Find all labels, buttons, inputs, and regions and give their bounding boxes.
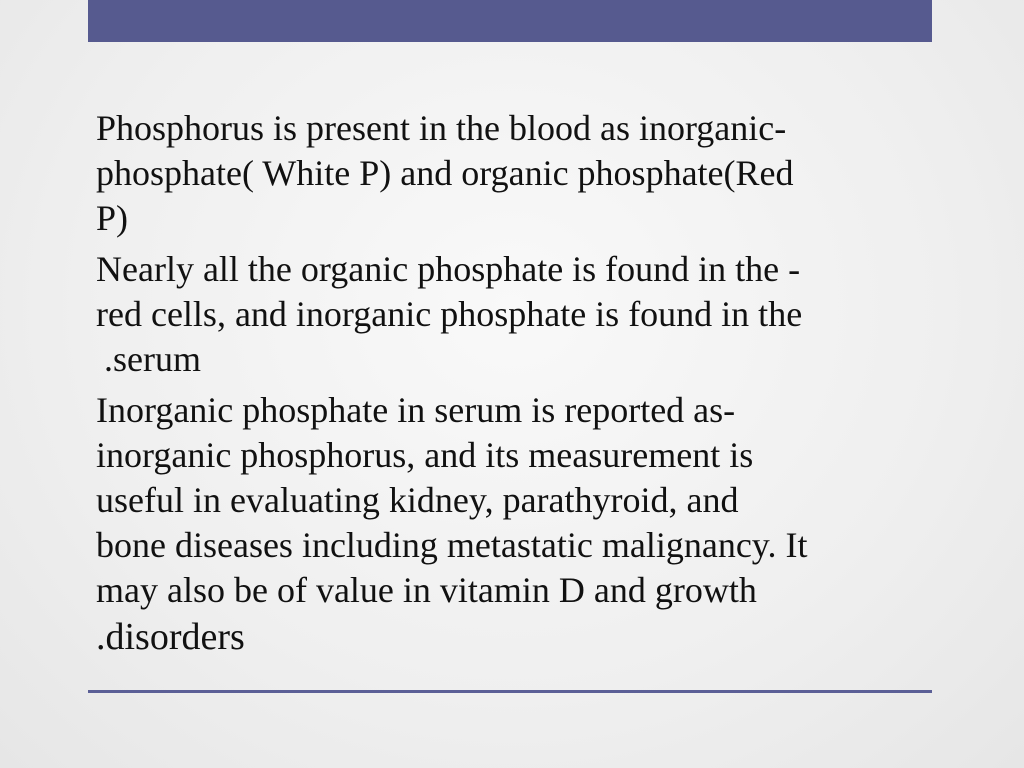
paragraph-3-line-2: inorganic phosphorus, and its measurement is xyxy=(96,435,754,475)
paragraph-3-line-6: .disorders xyxy=(96,616,245,658)
paragraph-3-line-5: may also be of value in vitamin D and growth xyxy=(96,570,757,610)
top-accent-bar xyxy=(88,0,932,42)
paragraph-1 xyxy=(96,106,916,241)
paragraph-2-line-3: .serum xyxy=(104,339,201,379)
paragraph-3 xyxy=(96,388,916,661)
paragraph-1-line-1: Phosphorus is present in the blood as inorganic- xyxy=(96,108,787,148)
paragraph-2-line-2: red cells, and inorganic phosphate is found in the xyxy=(96,294,803,334)
bottom-divider xyxy=(88,690,932,693)
paragraph-1-line-3: P) xyxy=(96,198,129,238)
paragraph-3-line-1: Inorganic phosphate in serum is reported as- xyxy=(96,390,736,430)
paragraph-3-line-4: bone diseases including metastatic malignancy. It xyxy=(96,525,808,565)
paragraph-2 xyxy=(96,247,916,382)
paragraph-1-line-2: phosphate( White P) and organic phosphate(Red xyxy=(96,153,794,193)
paragraph-2-line-1: Nearly all the organic phosphate is found in the - xyxy=(96,249,801,289)
paragraph-3-line-3: useful in evaluating kidney, parathyroid, and xyxy=(96,480,739,520)
slide-body xyxy=(96,106,916,667)
